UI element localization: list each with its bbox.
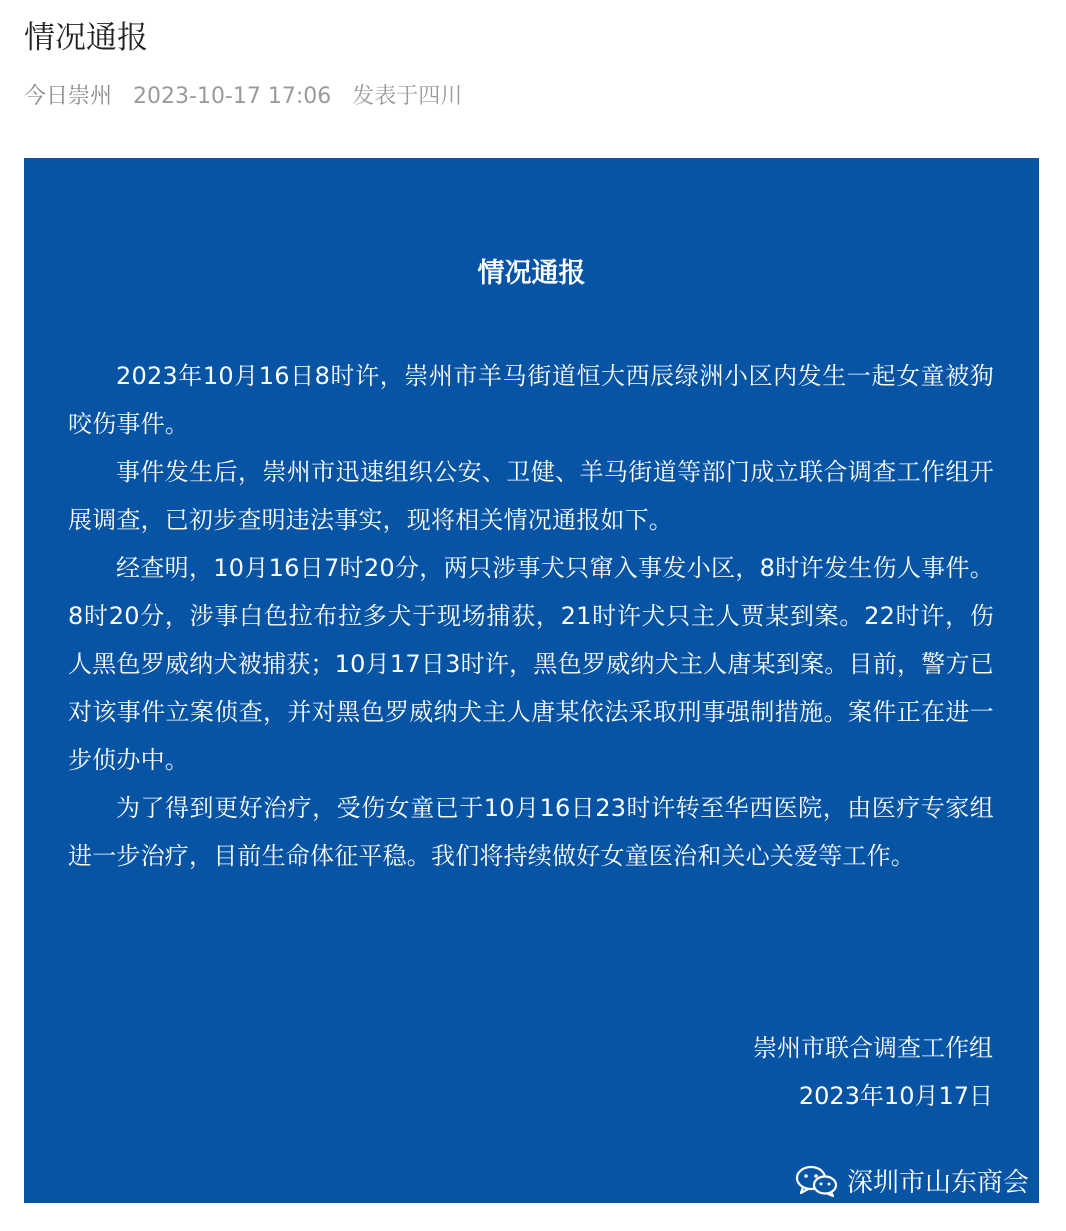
notice-paragraph: 事件发生后，崇州市迅速组织公安、卫健、羊马街道等部门成立联合调查工作组开展调查，已初步查明违法事实，现将相关情况通报如下。 bbox=[68, 458, 994, 534]
publish-datetime: 2023-10-17 17:06 bbox=[133, 84, 332, 109]
signature-organization: 崇州市联合调查工作组 bbox=[753, 1034, 993, 1062]
account-name[interactable]: 今日崇州 bbox=[24, 84, 113, 109]
watermark bbox=[795, 1162, 1029, 1199]
signature-date: 2023年10月17日 bbox=[798, 1082, 993, 1110]
notice-image bbox=[24, 158, 1039, 1203]
notice-paragraph: 为了得到更好治疗，受伤女童已于10月16日23时许转至华西医院，由医疗专家组进一步治疗，目前生命体征平稳。我们将持续做好女童医治和关心关爱等工作。 bbox=[68, 794, 994, 870]
notice-paragraph: 2023年10月16日8时许，崇州市羊马街道恒大西辰绿洲小区内发生一起女童被狗咬伤事件。 bbox=[68, 362, 994, 438]
notice-paragraph: 经查明，10月16日7时20分，两只涉事犬只窜入事发小区，8时许发生伤人事件。8时20分，涉事白色拉布拉多犬于现场捕获，21时许犬只主人贾某到案。22时许，伤人黑色罗威纳犬被捕获；10月17日3时许，黑色罗威纳犬主人唐某到案。目前，警方已对该事件立案侦查，并对黑色罗威纳犬主人唐某依法采取刑事强制措施。案件正在进一步侦办中。 bbox=[68, 554, 994, 774]
notice-body bbox=[68, 352, 994, 880]
notice-signature bbox=[753, 1024, 993, 1120]
wechat-icon bbox=[795, 1164, 839, 1198]
publish-location: 发表于四川 bbox=[352, 84, 463, 109]
watermark-text: 深圳市山东商会 bbox=[846, 1168, 1029, 1198]
notice-title: 情况通报 bbox=[477, 258, 586, 289]
article-meta bbox=[24, 80, 462, 114]
article-title: 情况通报 bbox=[24, 20, 148, 56]
